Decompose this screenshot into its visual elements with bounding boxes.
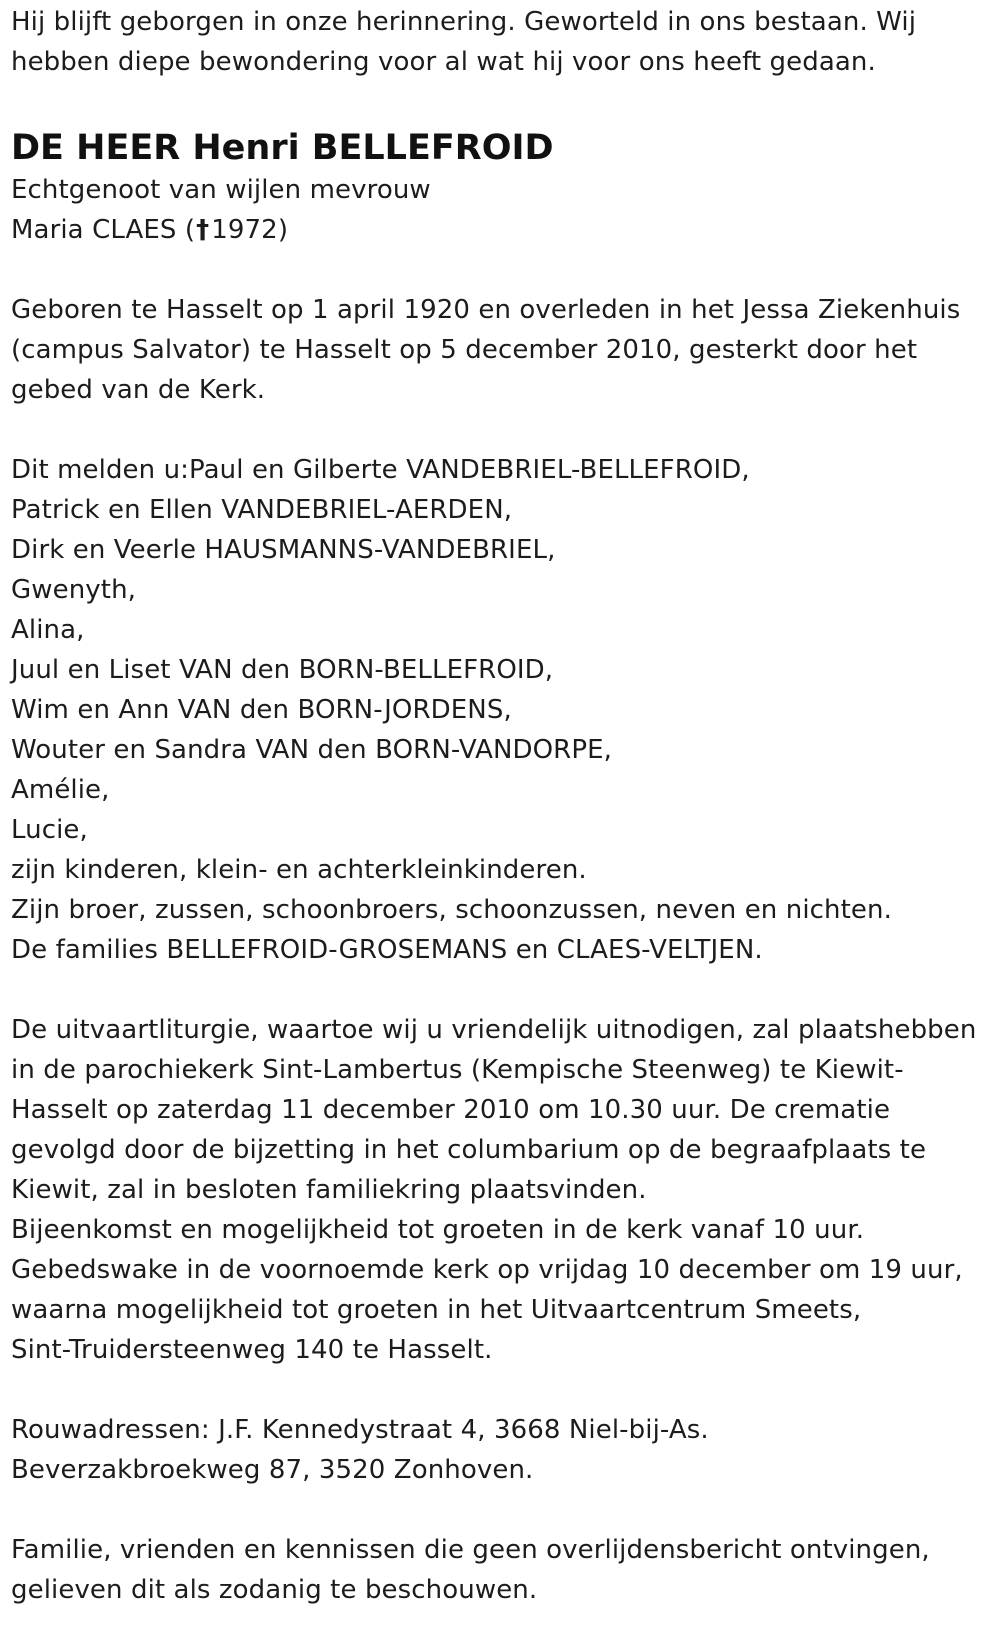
announcer-line: Juul en Liset VAN den BORN-BELLEFROID, xyxy=(11,655,554,685)
closing-line-1: Familie, vrienden en kennissen die geen overlijdensbericht ontvingen, xyxy=(11,1535,930,1565)
spouse-line-2 xyxy=(11,210,991,250)
announcer-line: De families BELLEFROID-GROSEMANS en CLAES-VELTJEN. xyxy=(11,935,763,965)
announcer-line: Wim en Ann VAN den BORN-JORDENS, xyxy=(11,695,512,725)
birth-death-line-1: Geboren te Hasselt op 1 april 1920 en overleden in het Jessa Ziekenhuis xyxy=(11,295,961,325)
announcer-line: Patrick en Ellen VANDEBRIEL-AERDEN, xyxy=(11,495,513,525)
announcer-line: Lucie, xyxy=(11,815,88,845)
announcer-line: Wouter en Sandra VAN den BORN-VANDORPE, xyxy=(11,735,613,765)
funeral-line: waarna mogelijkheid tot groeten in het Uitvaartcentrum Smeets, xyxy=(11,1295,862,1325)
announcers-list xyxy=(11,450,991,970)
intro-line-1: Hij blijft geborgen in onze herinnering. Geworteld in ons bestaan. Wij xyxy=(11,7,917,37)
announcer-line: Dit melden u:Paul en Gilberte VANDEBRIEL-BELLEFROID, xyxy=(11,455,750,485)
spacer xyxy=(11,250,991,290)
cross-icon: † xyxy=(196,215,210,245)
funeral-line: Kiewit, zal in besloten familiekring plaatsvinden. xyxy=(11,1175,647,1205)
funeral-line: Sint-Truidersteenweg 140 te Hasselt. xyxy=(11,1335,493,1365)
intro-verse xyxy=(11,2,991,82)
funeral-line: Gebedswake in de voornoemde kerk op vrijdag 10 december om 19 uur, xyxy=(11,1255,963,1285)
funeral-line: Bijeenkomst en mogelijkheid tot groeten in de kerk vanaf 10 uur. xyxy=(11,1215,865,1245)
announcer-line: Alina, xyxy=(11,615,85,645)
spouse-death-year: 1972) xyxy=(211,215,289,245)
birth-death-line-2: (campus Salvator) te Hasselt op 5 december 2010, gesterkt door het xyxy=(11,335,918,365)
announcer-line: Gwenyth, xyxy=(11,575,137,605)
spouse-line-1: Echtgenoot van wijlen mevrouw xyxy=(11,175,431,205)
mourning-addresses xyxy=(11,1410,991,1490)
funeral-details xyxy=(11,1010,991,1370)
intro-line-2: hebben diepe bewondering voor al wat hij voor ons heeft gedaan. xyxy=(11,47,876,77)
deceased-name-title: DE HEER Henri BELLEFROID xyxy=(11,128,554,168)
address-line-1: Rouwadressen: J.F. Kennedystraat 4, 3668 Niel-bij-As. xyxy=(11,1415,709,1445)
obituary-document xyxy=(11,2,991,1610)
birth-death-paragraph xyxy=(11,290,991,410)
spacer xyxy=(11,970,991,1010)
address-line-2: Beverzakbroekweg 87, 3520 Zonhoven. xyxy=(11,1455,534,1485)
spacer xyxy=(11,410,991,450)
funeral-line: Hasselt op zaterdag 11 december 2010 om 10.30 uur. De crematie xyxy=(11,1095,891,1125)
spacer xyxy=(11,82,991,126)
spacer xyxy=(11,1370,991,1410)
funeral-line: in de parochiekerk Sint-Lambertus (Kempische Steenweg) te Kiewit- xyxy=(11,1055,904,1085)
birth-death-line-3: gebed van de Kerk. xyxy=(11,375,266,405)
announcer-line: Dirk en Veerle HAUSMANNS-VANDEBRIEL, xyxy=(11,535,556,565)
closing-line-2: gelieven dit als zodanig te beschouwen. xyxy=(11,1575,538,1605)
deceased-header xyxy=(11,126,991,250)
closing-note xyxy=(11,1530,991,1610)
spacer xyxy=(11,1490,991,1530)
funeral-line: De uitvaartliturgie, waartoe wij u vriendelijk uitnodigen, zal plaatshebben xyxy=(11,1015,977,1045)
announcer-line: Amélie, xyxy=(11,775,110,805)
announcer-line: Zijn broer, zussen, schoonbroers, schoonzussen, neven en nichten. xyxy=(11,895,892,925)
spouse-name: Maria CLAES ( xyxy=(11,215,196,245)
funeral-line: gevolgd door de bijzetting in het columbarium op de begraafplaats te xyxy=(11,1135,927,1165)
announcer-line: zijn kinderen, klein- en achterkleinkinderen. xyxy=(11,855,587,885)
